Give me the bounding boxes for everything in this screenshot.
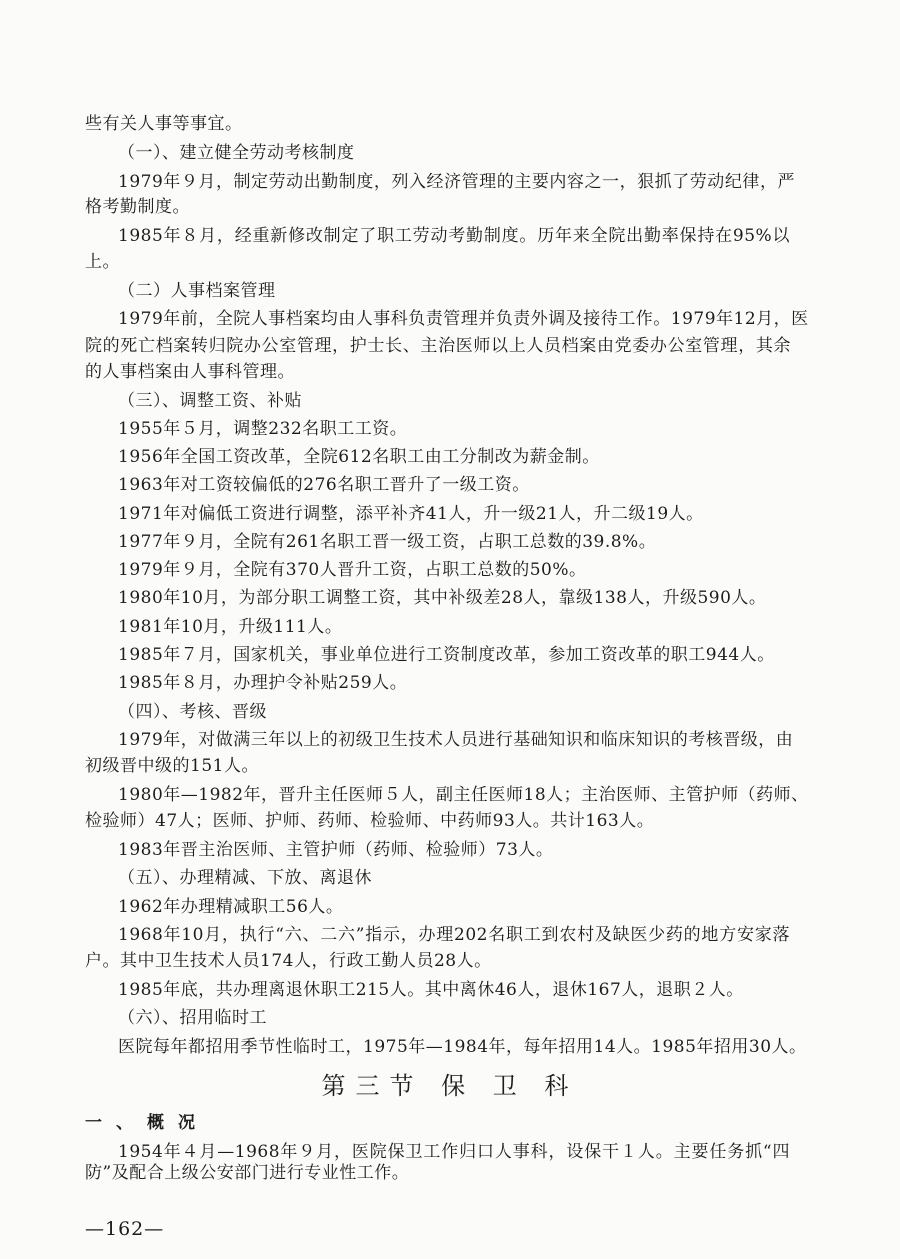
text-line: 1985年８月，经重新修改制定了职工劳动考勤制度。历年来全院出勤率保持在95%以: [118, 226, 790, 246]
subsection-heading: （四）、考核、晋级: [118, 702, 267, 722]
subsection-heading: （三）、调整工资、补贴: [118, 391, 302, 411]
text-line: 医院每年都招用季节性临时工，1975年—1984年，每年招用14人。1985年招用30人。: [118, 1037, 807, 1057]
subsection-heading: （五）、办理精减、下放、离退休: [118, 868, 372, 888]
text-line: 1954年４月—1968年９月，医院保卫工作归口人事科，设保干１人。主要任务抓“四: [118, 1142, 790, 1162]
text-line: 院的死亡档案转归院办公室管理，护士长、主治医师以上人员档案由党委办公室管理，其余: [85, 336, 791, 356]
text-line: 1962年办理精减职工56人。: [118, 897, 344, 917]
text-line: 1971年对偏低工资进行调整，添平补齐41人，升一级21人，升二级19人。: [118, 504, 704, 524]
text-line: 1955年５月，调整232名职工工资。: [118, 419, 408, 439]
subsection-heading: （一）、建立健全劳动考核制度: [118, 143, 355, 163]
text-line: 1979年９月，制定劳动出勤制度，列入经济管理的主要内容之一，狠抓了劳动纪律，严: [118, 172, 795, 192]
text-line: 1981年10月，升级111人。: [118, 617, 343, 637]
text-line: 1985年底，共办理离退休职工215人。其中离休46人，退休167人，退职２人。: [118, 980, 744, 1000]
text-line: 防”及配合上级公安部门进行专业性工作。: [85, 1163, 410, 1183]
text-line: 些有关人事等事宜。: [85, 114, 243, 134]
text-line: 户。其中卫生技术人员174人，行政工勤人员28人。: [85, 951, 492, 971]
page-number: —162—: [85, 1218, 165, 1240]
text-line: 上。: [85, 252, 120, 272]
text-line: 1979年９月，全院有370人晋升工资，占职工总数的50%。: [118, 560, 587, 580]
text-line: 1980年10月，为部分职工调整工资，其中补级差28人，靠级138人，升级590人。: [118, 588, 767, 608]
text-line: 1985年８月，办理护令补贴259人。: [118, 673, 408, 693]
text-line: 1956年全国工资改革，全院612名职工由工分制改为薪金制。: [118, 447, 600, 467]
text-line: 检验师）47人；医师、护师、药师、检验师、中药师93人。共计163人。: [85, 811, 655, 831]
text-line: 1980年—1982年，晋升主任医师５人，副主任医师18人；主治医师、主管护师（药师、: [118, 785, 809, 805]
text-line: 初级晋中级的151人。: [85, 756, 259, 776]
subheading: 一、概况: [85, 1113, 209, 1133]
text-line: 1985年７月，国家机关，事业单位进行工资制度改革，参加工资改革的职工944人。: [118, 645, 775, 665]
subsection-heading: （六）、招用临时工: [118, 1008, 267, 1028]
text-line: 的人事档案由人事科管理。: [85, 362, 295, 382]
text-line: 格考勤制度。: [85, 197, 190, 217]
text-line: 1979年，对做满三年以上的初级卫生技术人员进行基础知识和临床知识的考核晋级，由: [118, 730, 794, 750]
text-line: 1968年10月，执行“六、二六”指示，办理202名职工到农村及缺医少药的地方安家落: [118, 925, 790, 945]
subsection-heading: （二）人事档案管理: [118, 281, 276, 301]
text-line: 1963年对工资较偏低的276名职工晋升了一级工资。: [118, 475, 530, 495]
text-line: 1977年９月，全院有261名职工晋一级工资，占职工总数的39.8%。: [118, 532, 657, 552]
text-line: 1983年晋主治医师、主管护师（药师、检验师）73人。: [118, 840, 554, 860]
text-line: 1979年前，全院人事档案均由人事科负责管理并负责外调及接待工作。1979年12月，医: [118, 309, 809, 329]
section-title: 第三节 保 卫 科: [321, 1072, 579, 1100]
